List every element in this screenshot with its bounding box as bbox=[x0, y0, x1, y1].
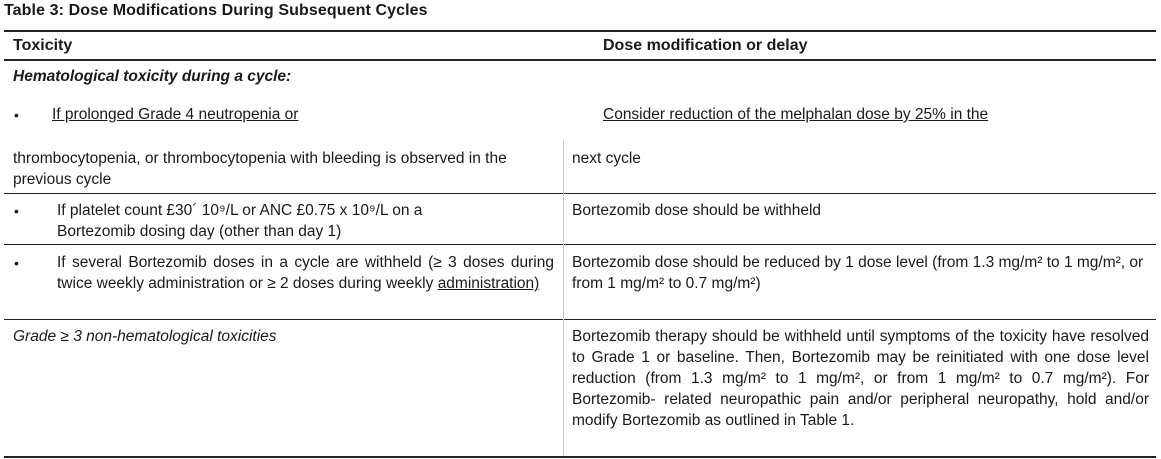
header-dose-modification: Dose modification or delay bbox=[603, 37, 808, 54]
row1-left-first-line: If prolonged Grade 4 neutropenia or bbox=[52, 106, 299, 123]
row4-left: Grade ≥ 3 non-hematological toxicities bbox=[13, 328, 277, 345]
row1-left-continuation: thrombocytopenia, or thrombocytopenia with bleeding is observed in the previous cycle bbox=[13, 150, 507, 188]
row2-bullet: • bbox=[14, 203, 19, 219]
rule-row2-bottom bbox=[4, 244, 1156, 245]
rule-bottom bbox=[4, 456, 1156, 458]
row1-right-first-line: Consider reduction of the melphalan dose by 25% in the bbox=[603, 106, 989, 123]
row1-right-continuation: next cycle bbox=[572, 150, 641, 167]
row3-left-underlined: administration) bbox=[437, 275, 540, 292]
row3-left-text: If several Bortezomib doses in a cycle are withheld (≥ 3 doses during twice weekly administration or ≥ 2 doses during weekly bbox=[57, 254, 554, 292]
row2-right: Bortezomib dose should be withheld bbox=[572, 202, 822, 219]
rule-row3-bottom bbox=[4, 319, 1156, 320]
row1-bullet: • bbox=[14, 107, 19, 123]
section-hematological: Hematological toxicity during a cycle: bbox=[13, 68, 292, 85]
table-title: Table 3: Dose Modifications During Subsequent Cycles bbox=[4, 2, 428, 19]
column-separator bbox=[563, 140, 564, 456]
row3-right: Bortezomib dose should be reduced by 1 dose level (from 1.3 mg/m² to 1 mg/m², or from 1 mg/m² to 0.7 mg/m²) bbox=[572, 254, 1144, 292]
rule-header-bottom bbox=[4, 59, 1156, 61]
header-toxicity: Toxicity bbox=[13, 37, 73, 54]
rule-top bbox=[4, 30, 1156, 32]
row4-right: Bortezomib therapy should be withheld until symptoms of the toxicity have resolved to Grade 1 or baseline. Then, Bortezomib may be reinitiated with one dose level reduction (from 1.3 mg/m² to 1 mg/m², or from 1 mg/m² to 0.7 mg/m²). For Bortezomib- related neuropathic pain and/or peripheral neuropathy, hold and/or modify Bortezomib as outlined in Table 1. bbox=[572, 328, 1149, 429]
rule-row1-bottom bbox=[4, 193, 1156, 194]
row3-left bbox=[57, 252, 554, 294]
row3-bullet: • bbox=[14, 255, 19, 271]
row2-left: If platelet count £30´ 10⁹/L or ANC £0.75 x 10⁹/L on a Bortezomib dosing day (other than day 1) bbox=[57, 202, 423, 240]
